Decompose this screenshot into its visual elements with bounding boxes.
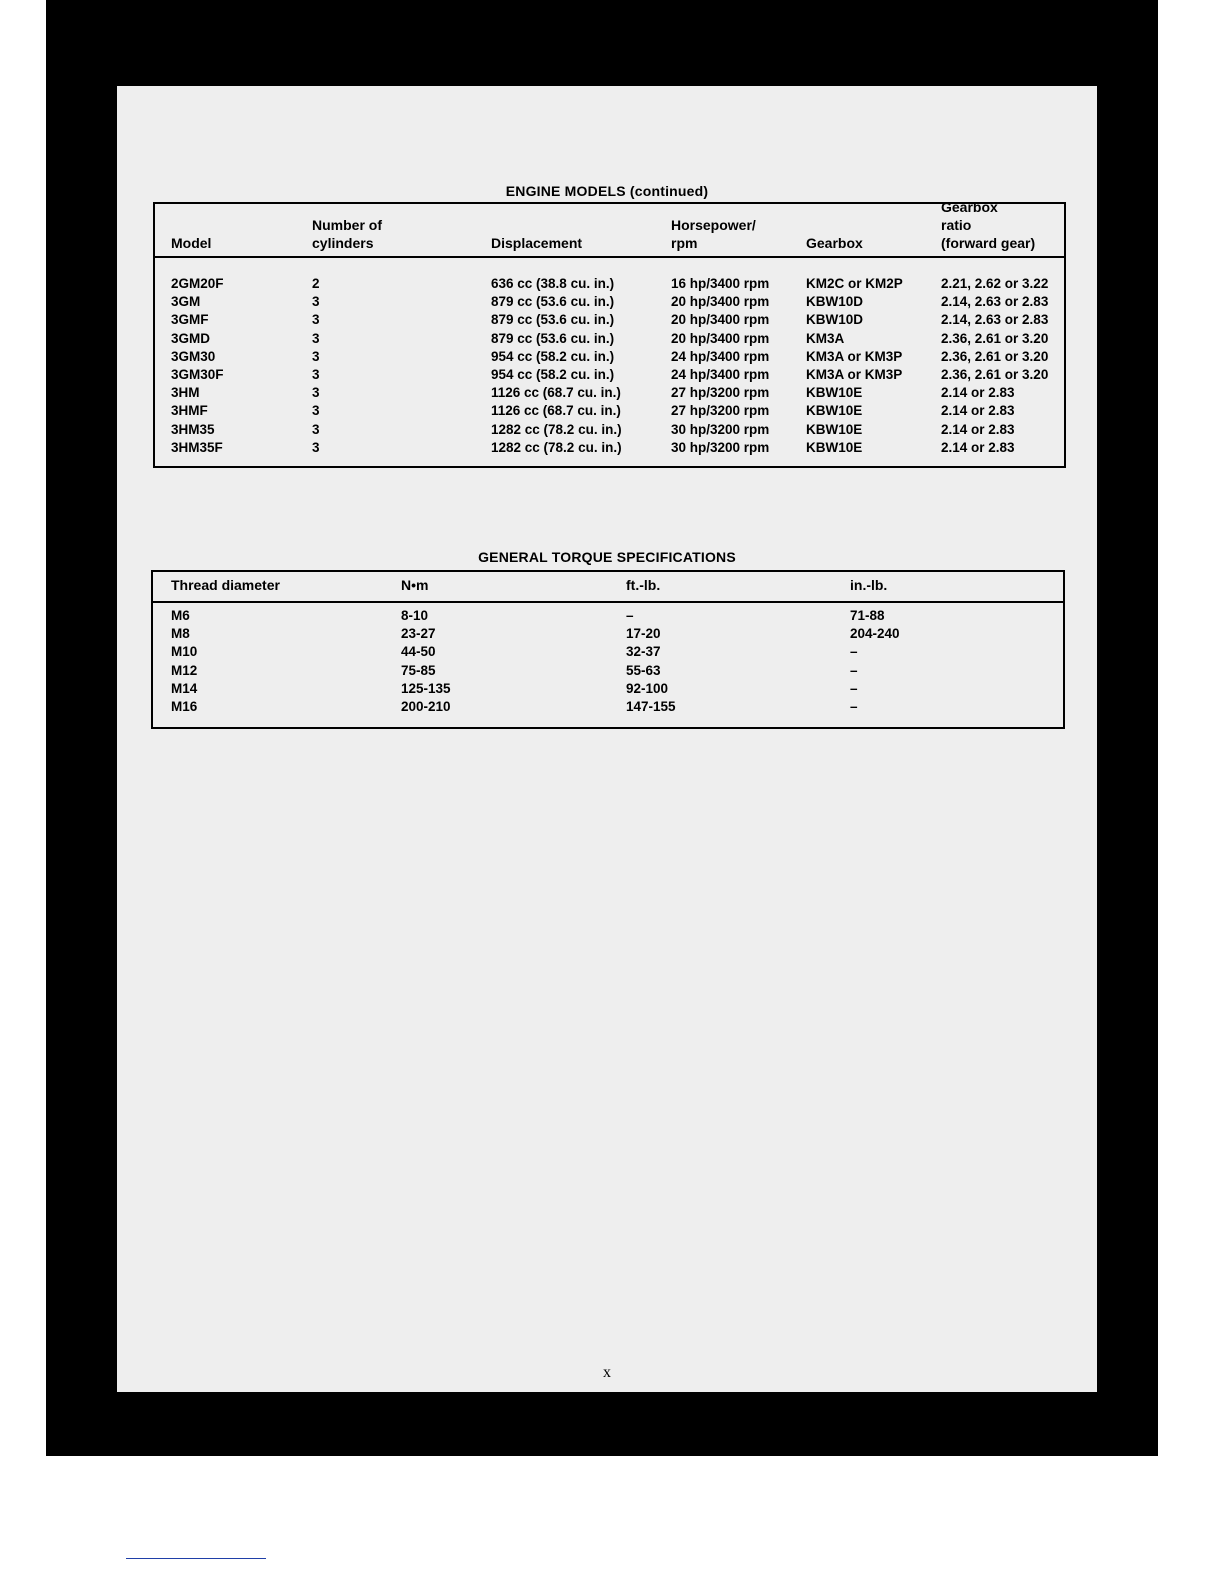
cell-cylinders: 3	[312, 294, 320, 310]
cell-horsepower: 20 hp/3400 rpm	[671, 294, 770, 310]
engine-models-title: ENGINE MODELS (continued)	[505, 183, 709, 199]
cell-displacement: 954 cc (58.2 cu. in.)	[491, 348, 615, 364]
cell-inlb: –	[850, 680, 858, 696]
cell-gearbox: KM3A or KM3P	[806, 367, 903, 382]
cell-nm: 125-135	[401, 680, 451, 696]
header-line: Gearbox	[806, 235, 863, 251]
cell-thread: M12	[171, 662, 198, 678]
table-row	[153, 681, 1063, 699]
cell-nm: 23-27	[401, 626, 436, 642]
cell-model: 3HM35F	[171, 439, 223, 455]
cell-inlb: 204-240	[850, 626, 900, 642]
header-line: Displacement	[491, 235, 583, 251]
cell-displacement: 879 cc (53.6 cu. in.)	[491, 294, 615, 310]
cell-thread: M10	[171, 644, 198, 660]
cell-ratio: 2.36, 2.61 or 3.20	[941, 330, 1049, 346]
cell-model: 3GM	[171, 294, 201, 310]
table-row	[155, 403, 1064, 421]
cell-model: 3HMF	[171, 403, 208, 419]
header-thread-diameter: Thread diameter	[171, 577, 280, 593]
table-row	[155, 385, 1064, 403]
cell-gearbox: KBW10D	[806, 294, 864, 310]
cell-ratio: 2.14 or 2.83	[941, 385, 1015, 401]
table-row	[155, 312, 1064, 330]
cell-gearbox: KM2C or KM2P	[806, 276, 903, 291]
cell-gearbox: KBW10E	[806, 385, 863, 401]
cell-cylinders: 3	[312, 312, 320, 328]
table-row	[155, 440, 1064, 458]
table-row	[155, 276, 1064, 294]
cell-ftlb: 32-37	[626, 644, 661, 660]
torque-specs-table	[151, 570, 1065, 729]
header-line: ratio	[941, 217, 972, 233]
header-line: cylinders	[312, 235, 374, 251]
cell-horsepower: 24 hp/3400 rpm	[671, 367, 770, 382]
cell-ftlb: 147-155	[626, 699, 676, 714]
cell-thread: M8	[171, 626, 190, 642]
cell-ratio: 2.14 or 2.83	[941, 403, 1015, 419]
cell-gearbox: KBW10E	[806, 421, 863, 437]
cell-model: 3HM	[171, 385, 200, 401]
cell-ratio: 2.14, 2.63 or 2.83	[941, 294, 1049, 310]
cell-displacement: 1126 cc (68.7 cu. in.)	[491, 385, 621, 401]
cell-horsepower: 30 hp/3200 rpm	[671, 421, 770, 437]
cell-displacement: 1282 cc (78.2 cu. in.)	[491, 421, 622, 437]
torque-specs-title: GENERAL TORQUE SPECIFICATIONS	[478, 549, 736, 565]
cell-model: 3GMF	[171, 312, 209, 328]
cell-cylinders: 3	[312, 421, 320, 437]
cell-ratio: 2.36, 2.61 or 3.20	[941, 348, 1049, 364]
cell-horsepower: 24 hp/3400 rpm	[671, 348, 770, 364]
cell-inlb: –	[850, 644, 858, 660]
cell-gearbox: KBW10D	[806, 312, 864, 328]
cell-model: 3GM30F	[171, 367, 224, 382]
header-line: Model	[171, 235, 212, 251]
table-row	[155, 422, 1064, 440]
table-row	[155, 349, 1064, 367]
cell-displacement: 954 cc (58.2 cu. in.)	[491, 367, 615, 382]
table-row	[153, 644, 1063, 662]
table-row	[155, 367, 1064, 385]
cell-cylinders: 3	[312, 439, 320, 455]
cell-ratio: 2.14 or 2.83	[941, 439, 1015, 455]
header-line: Horsepower/	[671, 217, 756, 233]
cell-nm: 44-50	[401, 644, 436, 660]
cell-ftlb: 17-20	[626, 626, 661, 642]
cell-ftlb: 55-63	[626, 662, 661, 678]
cell-ratio: 2.14 or 2.83	[941, 421, 1015, 437]
cell-thread: M6	[171, 608, 190, 623]
table-row	[153, 626, 1063, 644]
cell-horsepower: 30 hp/3200 rpm	[671, 439, 770, 455]
cell-horsepower: 20 hp/3400 rpm	[671, 312, 770, 328]
cell-thread: M16	[171, 699, 198, 714]
table-row	[155, 331, 1064, 349]
cell-inlb: –	[850, 699, 858, 714]
torque-specs-header	[153, 572, 1063, 603]
cell-horsepower: 20 hp/3400 rpm	[671, 330, 770, 346]
cell-cylinders: 3	[312, 367, 320, 382]
header-horsepower	[671, 216, 756, 252]
cell-ratio: 2.36, 2.61 or 3.20	[941, 367, 1049, 382]
table-row	[153, 699, 1063, 717]
cell-displacement: 1282 cc (78.2 cu. in.)	[491, 439, 622, 455]
cell-horsepower: 16 hp/3400 rpm	[671, 276, 770, 291]
engine-models-table	[153, 199, 1066, 468]
document-page	[117, 86, 1097, 1392]
cell-nm: 200-210	[401, 699, 451, 714]
cell-cylinders: 2	[312, 276, 320, 291]
table-row	[153, 663, 1063, 681]
header-inlb: in.-lb.	[850, 577, 888, 593]
cell-cylinders: 3	[312, 403, 320, 419]
header-line: Number of	[312, 217, 382, 233]
cell-horsepower: 27 hp/3200 rpm	[671, 385, 770, 401]
cell-ftlb: 92-100	[626, 680, 669, 696]
cell-displacement: 879 cc (53.6 cu. in.)	[491, 312, 615, 328]
header-displacement	[491, 234, 582, 252]
cell-gearbox: KM3A	[806, 330, 845, 346]
header-line: (forward gear)	[941, 235, 1036, 251]
cell-model: 3GM30	[171, 348, 216, 364]
cell-displacement: 879 cc (53.6 cu. in.)	[491, 330, 615, 346]
cell-nm: 75-85	[401, 662, 436, 678]
cell-cylinders: 3	[312, 330, 320, 346]
cell-ratio: 2.14, 2.63 or 2.83	[941, 312, 1049, 328]
cell-thread: M14	[171, 680, 198, 696]
header-nm: N•m	[401, 577, 429, 593]
cell-model: 3HM35	[171, 421, 215, 437]
cell-gearbox: KM3A or KM3P	[806, 348, 903, 364]
header-line: Gearbox	[941, 199, 998, 215]
cell-cylinders: 3	[312, 385, 320, 401]
cell-gearbox: KBW10E	[806, 403, 863, 419]
table-row	[153, 608, 1063, 626]
cell-ftlb: –	[626, 608, 634, 623]
cell-model: 2GM20F	[171, 276, 224, 291]
table-row	[155, 294, 1064, 312]
cell-displacement: 1126 cc (68.7 cu. in.)	[491, 403, 621, 419]
cell-horsepower: 27 hp/3200 rpm	[671, 403, 770, 419]
header-ratio	[941, 198, 1035, 252]
cell-ratio: 2.21, 2.62 or 3.22	[941, 276, 1049, 291]
footer-rule	[126, 1558, 266, 1559]
engine-models-header	[155, 199, 1064, 258]
header-model	[171, 234, 211, 252]
cell-displacement: 636 cc (38.8 cu. in.)	[491, 276, 615, 291]
cell-model: 3GMD	[171, 330, 211, 346]
cell-nm: 8-10	[401, 608, 429, 623]
cell-inlb: –	[850, 662, 858, 678]
header-gearbox	[806, 234, 863, 252]
cell-inlb: 71-88	[850, 608, 885, 623]
header-line: rpm	[671, 235, 698, 251]
header-cylinders	[312, 216, 382, 252]
cell-cylinders: 3	[312, 348, 320, 364]
cell-gearbox: KBW10E	[806, 439, 863, 455]
page-number: x	[603, 1364, 611, 1381]
header-ftlb: ft.-lb.	[626, 577, 661, 593]
